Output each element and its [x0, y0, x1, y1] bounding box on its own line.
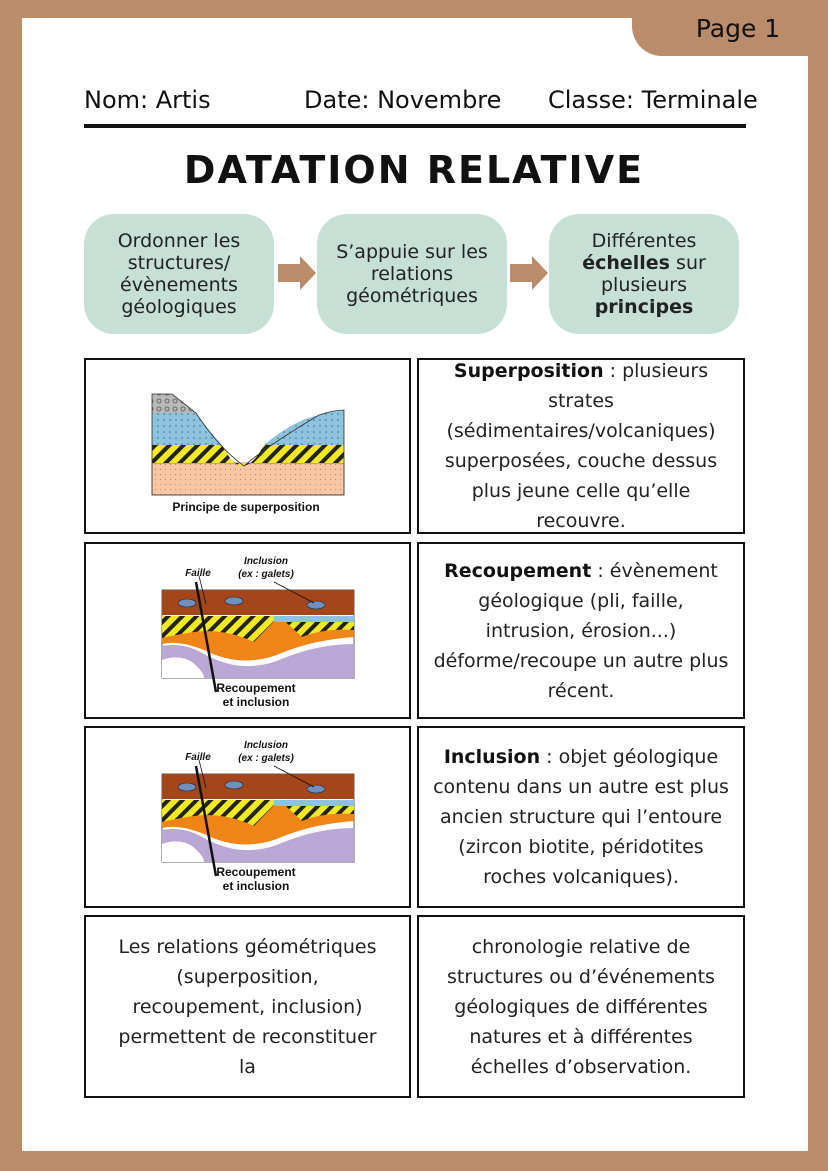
recoupement-term: Recoupement: [444, 559, 592, 582]
inclusion-diagram: [86, 728, 409, 906]
flow-step-scales-text: Différentes échelles sur plusieurs principes: [582, 230, 706, 318]
recoupement-caption: Recoupement: [216, 681, 296, 695]
faille-label: Faille: [185, 568, 211, 579]
page-number: Page 1: [695, 13, 781, 43]
faille-label: Faille: [185, 752, 211, 763]
superposition-caption: Principe de superposition: [172, 500, 320, 514]
flow-step-order-text: Ordonner les structures/ évènements géologiques: [117, 230, 241, 318]
recoupement-diagram: [86, 544, 409, 717]
superposition-figure-box: [84, 358, 411, 534]
flow-step-scales: [549, 214, 739, 334]
flow-arrow-icon: [278, 254, 316, 292]
summary-left-box: [84, 915, 411, 1098]
inclusion-figure-box: [84, 726, 411, 908]
blue-stratum-right: [264, 410, 344, 445]
flow-step-order: [84, 214, 274, 334]
page-title: DATATION RELATIVE: [183, 148, 645, 192]
blue-stratum-left: [152, 413, 222, 445]
student-header: [84, 86, 758, 120]
superposition-term: Superposition: [453, 360, 604, 382]
superposition-definition: Superposition : plusieurs strates (sédimentaires/volcaniques) superposées, couche dessus plus jeune celle qu’elle recouvre.: [417, 358, 745, 534]
recoupement-caption: Recoupement: [216, 865, 296, 879]
recoupement-figure-box: [84, 542, 411, 719]
header-divider: [84, 124, 746, 128]
recoupement-caption-2: et inclusion: [222, 695, 290, 709]
inclusion-label: Inclusion: [244, 556, 288, 567]
summary-left-text: Les relations géométriques (superposition, recoupement, inclusion) permettent de reconstituer la: [118, 935, 377, 1078]
recoupement-definition: Recoupement : évènement géologique (pli, faille, intrusion, érosion...) déforme/recoupe un autre plus récent.: [417, 542, 745, 719]
inclusion-sub-label: (ex : galets): [238, 569, 294, 580]
class-level: Classe: Terminale: [548, 86, 758, 114]
sand-stratum: [152, 463, 344, 495]
student-name: Nom: Artis: [84, 86, 211, 114]
summary-right-text: chronologie relative de structures ou d’événements géologiques de différentes natures et à différentes échelles d’observation.: [447, 935, 715, 1078]
inclusion-term: Inclusion: [443, 746, 541, 768]
superposition-diagram: [86, 360, 409, 532]
inclusion-label: Inclusion: [244, 740, 288, 751]
flow-arrow-icon: [510, 254, 548, 292]
sheet-date: Date: Novembre: [304, 86, 502, 114]
inclusion-sub-label: (ex : galets): [238, 753, 294, 764]
page-number-tab: [632, 0, 828, 56]
summary-right-box: [417, 915, 745, 1098]
inclusion-definition: Inclusion : objet géologique contenu dans un autre est plus ancien structure qui l’entoure (zircon biotite, péridotites roches volcaniques).: [417, 726, 745, 908]
recoupement-caption-2: et inclusion: [222, 879, 290, 893]
gravel-stratum: [152, 394, 196, 413]
flow-step-relations-text: S’appuie sur les relations géométriques: [336, 241, 488, 307]
flow-step-relations: [317, 214, 507, 334]
